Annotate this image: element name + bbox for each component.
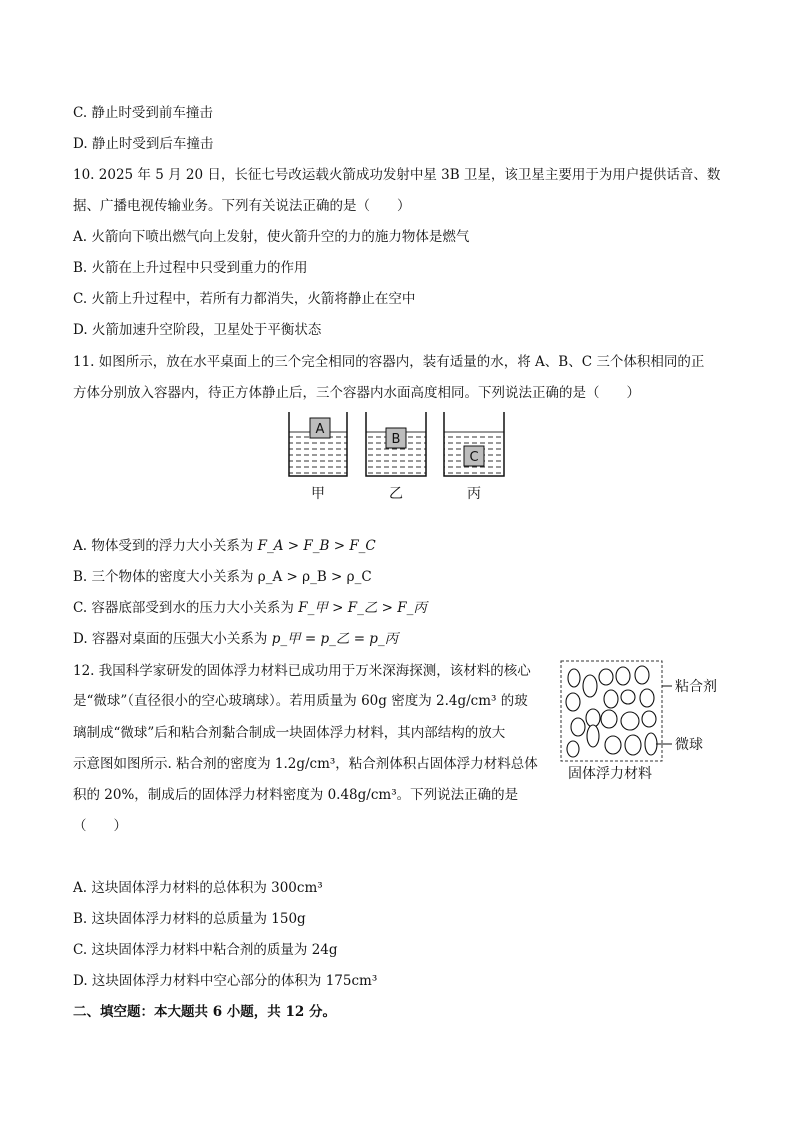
- material-caption: 固体浮力材料: [568, 766, 652, 782]
- block-c: [464, 446, 484, 466]
- microsphere: [605, 736, 621, 754]
- q10-option-a: A. 火箭向下喷出燃气向上发射，使火箭升空的力的施力物体是燃气: [73, 229, 470, 245]
- block-c-label: C: [469, 450, 479, 465]
- microsphere: [635, 666, 649, 684]
- q11-option-d-prefix: D. 容器对桌面的压强大小关系为: [73, 631, 272, 647]
- microsphere-group: [566, 666, 657, 757]
- microsphere-label: 微球: [675, 737, 703, 753]
- q11-option-d: [73, 630, 398, 648]
- q12-stem-line3: 璃制成“微球”后和粘合剂黏合制成一块固体浮力材料，其内部结构的放大: [73, 725, 506, 741]
- microsphere: [583, 675, 597, 697]
- microsphere: [568, 669, 580, 687]
- binder-label: 粘合剂: [675, 679, 717, 695]
- microsphere: [599, 669, 613, 685]
- q11-option-b-formula: ρ_A > ρ_B > ρ_C: [257, 569, 372, 585]
- q12-stem-line1: 12. 我国科学家研发的固体浮力材料已成功用于万米深海探测，该材料的核心: [73, 663, 531, 679]
- microsphere: [645, 733, 657, 755]
- microsphere: [616, 667, 630, 685]
- q9-option-d: D. 静止时受到后车撞击: [73, 136, 214, 152]
- q11-option-c-formula: F_甲 > F_乙 > F_丙: [298, 600, 427, 616]
- q10-stem-line1: 10. 2025 年 5 月 20 日，长征七号改运载火箭成功发射中星 3B 卫星，该卫星主要用于为用户提供话音、数: [73, 167, 721, 183]
- q11-option-b: [73, 568, 372, 586]
- q11-stem-line1: 11. 如图所示，放在水平桌面上的三个完全相同的容器内，装有适量的水，将 A、B、C 三个体积相同的正: [73, 354, 705, 370]
- q12-option-d: D. 这块固体浮力材料中空心部分的体积为 175cm³: [73, 973, 378, 989]
- q9-option-c: C. 静止时受到前车撞击: [73, 105, 213, 121]
- q12-option-a: A. 这块固体浮力材料的总体积为 300cm³: [73, 880, 323, 896]
- microsphere: [621, 712, 639, 730]
- q11-option-c: [73, 599, 427, 617]
- q12-option-b: B. 这块固体浮力材料的总质量为 150g: [73, 911, 306, 927]
- q11-option-b-prefix: B. 三个物体的密度大小关系为: [73, 569, 258, 585]
- q12-stem-line5: 积的 20%，制成后的固体浮力材料密度为 0.48g/cm³。下列说法正确的是: [73, 787, 519, 803]
- microsphere: [642, 711, 656, 727]
- block-b-label: B: [391, 432, 401, 447]
- microsphere: [604, 690, 618, 708]
- q11-option-a: [73, 537, 376, 555]
- container-yi-label: 乙: [389, 486, 403, 502]
- q12-material-figure: [556, 656, 736, 782]
- q10-option-d: D. 火箭加速升空阶段，卫星处于平衡状态: [73, 322, 322, 338]
- microsphere: [567, 741, 579, 757]
- microsphere: [625, 735, 641, 755]
- container-jia-label: 甲: [311, 486, 325, 502]
- container-bing-label: 丙: [467, 486, 481, 502]
- container-yi: [366, 412, 426, 502]
- q12-stem-line4: 示意图如图所示. 粘合剂的密度为 1.2g/cm³，粘合剂体积占固体浮力材料总体: [73, 756, 538, 772]
- block-a-label: A: [315, 422, 325, 437]
- block-b: [386, 428, 406, 448]
- q10-stem-line2: 据、广播电视传输业务。下列有关说法正确的是（ ）: [73, 198, 411, 214]
- q11-stem-line2: 方体分别放入容器内，待正方体静止后，三个容器内水面高度相同。下列说法正确的是（ ）: [73, 385, 640, 401]
- q12-option-c: C. 这块固体浮力材料中粘合剂的质量为 24g: [73, 942, 338, 958]
- q12-stem-line6: （ ）: [73, 818, 127, 834]
- microsphere: [621, 690, 635, 704]
- q11-option-a-formula: F_A > F_B > F_C: [257, 538, 376, 554]
- container-jia: [289, 412, 347, 502]
- microsphere: [587, 725, 599, 747]
- microsphere: [571, 718, 585, 736]
- q10-option-b: B. 火箭在上升过程中只受到重力的作用: [73, 260, 308, 276]
- q11-option-d-formula: p_甲 = p_乙 = p_丙: [271, 631, 399, 647]
- q10-option-c: C. 火箭上升过程中，若所有力都消失，火箭将静止在空中: [73, 291, 416, 307]
- microsphere: [566, 693, 580, 711]
- microsphere: [640, 689, 654, 707]
- q11-option-c-prefix: C. 容器底部受到水的压力大小关系为: [73, 600, 299, 616]
- q11-option-a-prefix: A. 物体受到的浮力大小关系为: [73, 538, 258, 554]
- block-a: [310, 418, 330, 438]
- container-bing: [444, 412, 504, 502]
- q12-stem-line2: 是“微球”（直径很小的空心玻璃球）。若用质量为 60g 密度为 2.4g/cm³ 的玻: [73, 693, 528, 709]
- microsphere: [586, 709, 600, 727]
- microsphere: [601, 710, 617, 728]
- q11-containers-figure: [280, 410, 520, 510]
- section-heading: 二、填空题：本大题共 6 小题，共 12 分。: [73, 1004, 336, 1020]
